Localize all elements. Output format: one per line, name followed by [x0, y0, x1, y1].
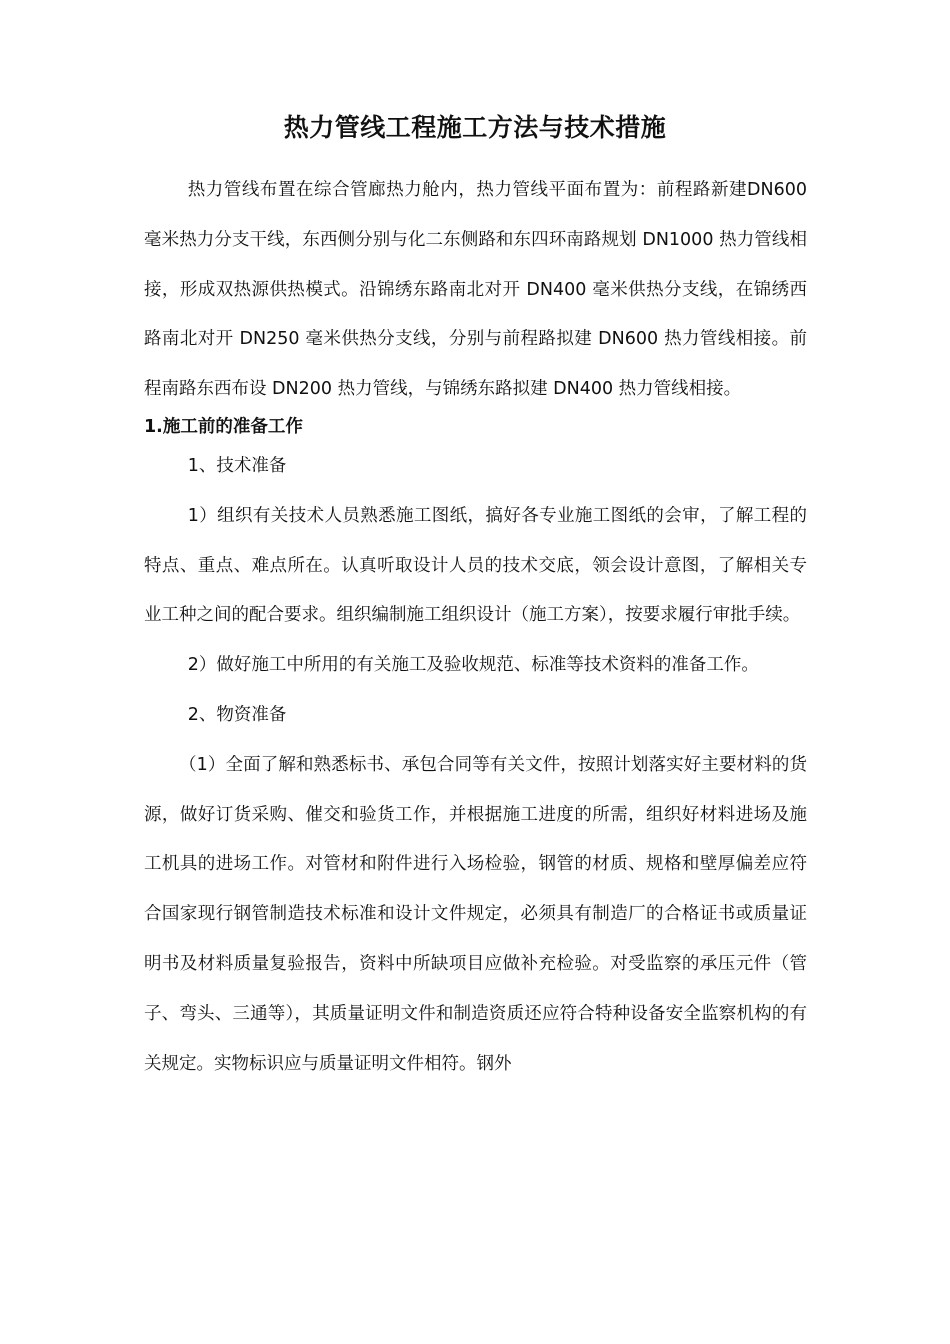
- materials-prep-paragraph-1: （1）全面了解和熟悉标书、承包合同等有关文件，按照计划落实好主要材料的货源，做好订货采购、催交和验货工作，并根据施工进度的所需，组织好材料进场及施工机具的进场工作。对管材和附件进行入场检验，钢管的材质、规格和壁厚偏差应符合国家现行钢管制造技术标准和设计文件规定，必须具有制造厂的合格证书或质量证明书及材料质量复验报告，资料中所缺项目应做补充检验。对受监察的承压元件（管子、弯头、三通等），其质量证明文件和制造资质还应符合特种设备安全监察机构的有关规定。实物标识应与质量证明文件相符。钢外: [144, 754, 807, 1074]
- subsection-title-materials: 2、物资准备: [187, 704, 287, 725]
- document-title: 热力管线工程施工方法与技术措施: [283, 113, 667, 142]
- subsection-title-technical: 1、技术准备: [187, 455, 287, 476]
- section-heading: 1.施工前的准备工作: [144, 416, 303, 437]
- technical-prep-paragraph-2: 2）做好施工中所用的有关施工及验收规范、标准等技术资料的准备工作。: [187, 655, 759, 676]
- intro-paragraph: 热力管线布置在综合管廊热力舱内，热力管线平面布置为：前程路新建DN600 毫米热力分支干线，东西侧分别与化二东侧路和东四环南路规划 DN1000 热力管线相接，形成双热源供热模式。沿锦绣东路南北对开 DN400 毫米供热分支线，在锦绣西路南北对开 DN250 毫米供热分支线，分别与前程路拟建 DN600 热力管线相接。前程南路东西布设 DN200 热力管线，与锦绣东路拟建 DN400 热力管线相接。: [144, 180, 807, 400]
- document-body: [144, 166, 807, 1089]
- technical-prep-paragraph-1: 1）组织有关技术人员熟悉施工图纸，搞好各专业施工图纸的会审，了解工程的特点、重点、难点所在。认真听取设计人员的技术交底，领会设计意图，了解相关专业工种之间的配合要求。组织编制施工组织设计（施工方案），按要求履行审批手续。: [144, 505, 807, 626]
